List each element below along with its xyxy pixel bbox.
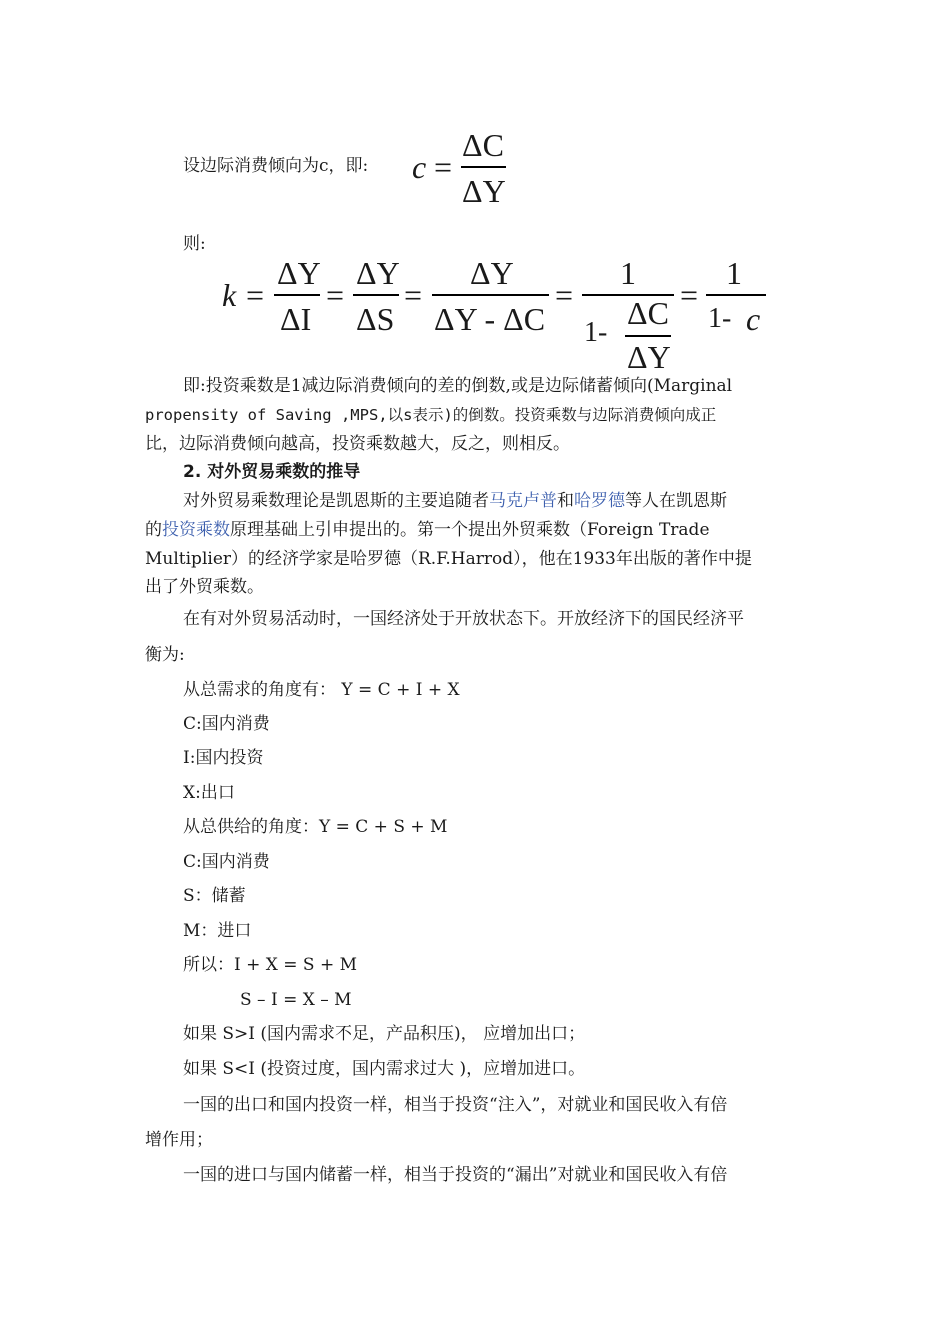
demand-item: C:国内消费 (183, 714, 270, 734)
link-harrod[interactable]: 哈罗德 (574, 491, 625, 511)
formula-k-eq2: = (326, 277, 345, 313)
para1-line-4: 出了外贸乘数。 (145, 577, 264, 597)
para1-line-3: Multiplier）的经济学家是哈罗德（R.F.Harrod），他在1933年出版的著作中提 (145, 549, 752, 569)
formula-k-f4-inner-den: ΔY (627, 339, 671, 375)
formula-c-denominator: ΔY (462, 173, 506, 209)
formula-k-f5-num: 1 (726, 255, 742, 291)
formula-k-eq4: = (555, 277, 574, 313)
demand-item: X:出口 (183, 783, 235, 803)
formula-k-eq1: = (246, 277, 265, 313)
formula-k-f3-bar (432, 294, 549, 296)
supply-item: S：储蓄 (183, 886, 246, 906)
formula-k-f1-bar (274, 294, 320, 296)
formula-k-f2-bar (353, 294, 399, 296)
para1-text-d: 的 (145, 520, 162, 540)
para3-line-1: 一国的出口和国内投资一样，相当于投资“注入”，对就业和国民收入有倍 (183, 1095, 728, 1115)
formula-k-f2-num: ΔY (356, 255, 400, 291)
para1-text-b: 和 (557, 491, 574, 511)
explain-line-2: propensity of Saving ,MPS,以s表示)的倒数。投资乘数与边际消费倾向成正 (145, 406, 717, 424)
intro-text: 设边际消费倾向为c，即: (183, 156, 369, 176)
explain-line-1: 即:投资乘数是1减边际消费倾向的差的倒数,或是边际储蓄倾向(Marginal (183, 376, 733, 396)
formula-k-f4-den-prefix: 1- (584, 317, 608, 348)
then-label: 则: (183, 234, 206, 254)
formula-c-numerator: ΔC (462, 127, 504, 163)
formula-k-f5-den-prefix: 1- (708, 303, 732, 334)
formula-k-f5-den-var: c (746, 301, 761, 337)
para1-text-a: 对外贸易乘数理论是凯恩斯的主要追随者 (183, 491, 489, 511)
para3-line-2: 增作用； (145, 1130, 213, 1150)
formula-k-f2-den: ΔS (356, 301, 395, 337)
para4-line-1: 一国的进口与国内储蓄一样，相当于投资的“漏出”对就业和国民收入有倍 (183, 1165, 728, 1185)
para1-text-c: 等人在凯恩斯 (625, 491, 727, 511)
formula-k-f3-num: ΔY (470, 255, 514, 291)
formula-c-eq: = (434, 149, 453, 185)
derivation-line-1: 所以：I + X = S + M (183, 955, 358, 975)
supply-title: 从总供给的角度：Y = C + S + M (183, 817, 448, 837)
formula-k-eq3: = (404, 277, 423, 313)
formula-k-f3-den: ΔY - ΔC (434, 301, 546, 337)
formula-k-eq5: = (680, 277, 699, 313)
demand-item: I:国内投资 (183, 748, 264, 768)
para1-line-2 (145, 518, 710, 542)
formula-k-f1-den: ΔI (280, 301, 312, 337)
formula-k-f4-inner-num: ΔC (627, 295, 669, 331)
demand-title: 从总需求的角度有： Y = C + I + X (183, 680, 460, 700)
para2-line-2: 衡为: (145, 645, 185, 665)
formula-k-f4-num: 1 (620, 255, 636, 291)
condition-export: 如果 S>I (国内需求不足，产品积压)， 应增加出口； (183, 1024, 586, 1044)
condition-import: 如果 S<I (投资过度，国内需求过大 )，应增加进口。 (183, 1059, 586, 1079)
formula-k-lhs: k (222, 277, 237, 313)
formula-k-f5-bar (706, 294, 766, 296)
supply-item: C:国内消费 (183, 852, 270, 872)
para1-line-1 (183, 489, 727, 513)
formula-k-f1-num: ΔY (277, 255, 321, 291)
link-machlup[interactable]: 马克卢普 (489, 491, 557, 511)
link-investment-multiplier[interactable]: 投资乘数 (162, 520, 230, 540)
derivation-line-2: S – I = X – M (240, 990, 352, 1010)
formula-c-fraction-bar (461, 166, 506, 168)
formula-k-f4-inner-bar (625, 335, 671, 337)
section-heading: 2. 对外贸易乘数的推导 (183, 462, 361, 482)
para1-text-e: 原理基础上引申提出的。第一个提出外贸乘数（Foreign Trade (230, 520, 710, 540)
supply-item: M：进口 (183, 921, 252, 941)
formula-c-lhs: c (412, 149, 427, 185)
explain-line-3: 比，边际消费倾向越高，投资乘数越大，反之，则相反。 (145, 434, 570, 454)
para2-line-1: 在有对外贸易活动时，一国经济处于开放状态下。开放经济下的国民经济平 (183, 609, 744, 629)
